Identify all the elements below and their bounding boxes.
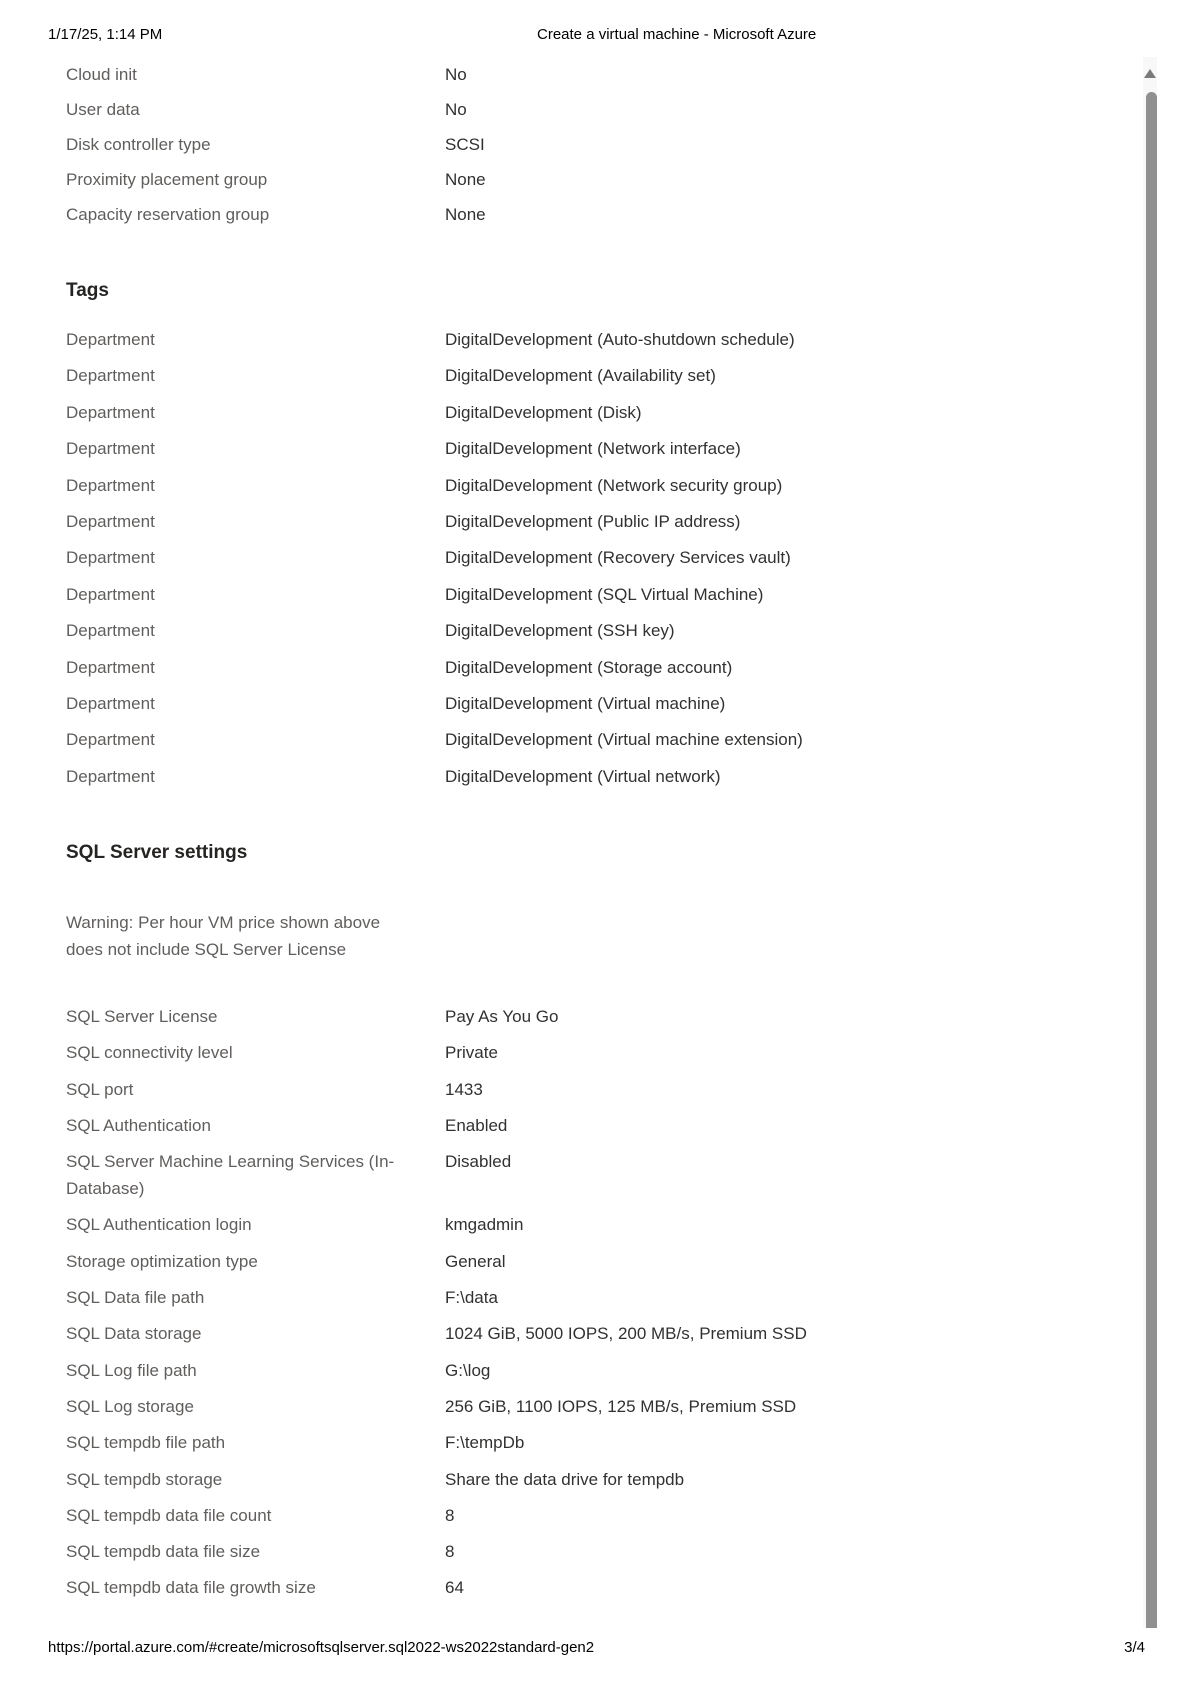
tag-row (66, 362, 1111, 398)
row-value: Pay As You Go (445, 1007, 559, 1026)
review-row (66, 96, 1111, 131)
tag-value: DigitalDevelopment (Virtual machine) (445, 693, 726, 713)
tag-row (66, 581, 1111, 617)
row-value: 1433 (445, 1079, 483, 1099)
row-label: SQL Server License (66, 1007, 218, 1026)
tag-row (66, 726, 1111, 762)
row-value: 256 GiB, 1100 IOPS, 125 MB/s, Premium SSD (445, 1396, 797, 1416)
review-row (66, 131, 1111, 166)
tag-row (66, 435, 1111, 471)
row-value: 8 (445, 1505, 455, 1525)
sql-license-warning-line2: does not include SQL Server License (66, 939, 347, 959)
tag-value: DigitalDevelopment (Virtual network) (445, 766, 721, 786)
review-row (66, 61, 1111, 96)
tag-name: Department (66, 439, 155, 459)
row-value: General (445, 1251, 506, 1271)
review-row (66, 1211, 1111, 1247)
row-label: SQL Log file path (66, 1360, 197, 1380)
tag-name: Department (66, 475, 155, 495)
tag-name: Department (66, 330, 155, 349)
row-label: SQL connectivity level (66, 1043, 233, 1063)
review-row (66, 166, 1111, 201)
sql-license-warning (66, 910, 418, 963)
row-label: SQL Log storage (66, 1396, 194, 1416)
tag-row (66, 690, 1111, 726)
row-value: SCSI (445, 135, 485, 154)
row-value: Enabled (445, 1115, 508, 1135)
page-title: Create a virtual machine - Microsoft Azure (537, 26, 817, 43)
tag-value: DigitalDevelopment (Availability set) (445, 366, 716, 386)
review-row (66, 201, 1111, 236)
row-label: SQL tempdb storage (66, 1469, 223, 1489)
row-label: SQL tempdb file path (66, 1433, 226, 1453)
row-value: None (445, 170, 486, 189)
row-value: No (445, 65, 467, 84)
tag-value: DigitalDevelopment (Network security group) (445, 475, 783, 495)
review-row (66, 1502, 1111, 1538)
general-settings-list (66, 61, 1111, 236)
review-row (66, 1320, 1111, 1356)
row-label: Proximity placement group (66, 170, 268, 189)
row-label: SQL tempdb data file growth size (66, 1578, 316, 1598)
tag-value: DigitalDevelopment (Virtual machine extension) (445, 730, 803, 750)
tag-value: DigitalDevelopment (SSH key) (445, 621, 675, 641)
review-row (66, 1148, 1111, 1211)
tag-name: Department (66, 366, 155, 386)
row-value: F:\tempDb (445, 1433, 525, 1453)
row-value: F:\data (445, 1288, 498, 1308)
row-label: Disk controller type (66, 135, 211, 154)
review-row (66, 1112, 1111, 1148)
row-label: SQL tempdb data file size (66, 1542, 261, 1562)
tag-name: Department (66, 511, 155, 531)
sql-license-warning-line1: Warning: Per hour VM price shown above (66, 913, 381, 932)
tag-row (66, 472, 1111, 508)
row-label: User data (66, 100, 140, 119)
row-value: G:\log (445, 1360, 491, 1380)
tag-name: Department (66, 657, 155, 677)
review-row (66, 1393, 1111, 1429)
tag-name: Department (66, 548, 155, 568)
scroll-up-icon[interactable] (1144, 69, 1156, 78)
tag-value: DigitalDevelopment (SQL Virtual Machine) (445, 584, 764, 604)
tag-row (66, 763, 1111, 799)
tag-value: DigitalDevelopment (Recovery Services vault) (445, 548, 791, 568)
row-label: Cloud init (66, 65, 137, 84)
review-row (66, 1003, 1111, 1039)
row-value: None (445, 205, 486, 224)
tag-row (66, 326, 1111, 362)
review-row (66, 1039, 1111, 1075)
row-label: Storage optimization type (66, 1251, 258, 1271)
tags-section-heading: Tags (66, 280, 109, 301)
review-row (66, 1429, 1111, 1465)
row-value: No (445, 100, 467, 119)
row-value: Private (445, 1043, 498, 1063)
row-value: 8 (445, 1542, 455, 1562)
tag-name: Department (66, 766, 155, 786)
tags-list (66, 326, 1111, 799)
row-label: SQL tempdb data file count (66, 1505, 272, 1525)
tag-value: DigitalDevelopment (Auto-shutdown schedule) (445, 330, 795, 349)
tag-row (66, 508, 1111, 544)
review-row (66, 1248, 1111, 1284)
tag-value: DigitalDevelopment (Network interface) (445, 439, 741, 459)
tag-row (66, 544, 1111, 580)
scrollbar-thumb[interactable] (1146, 92, 1157, 1628)
row-label: SQL Data file path (66, 1288, 205, 1308)
review-row (66, 1076, 1111, 1112)
row-label: SQL Authentication login (66, 1215, 252, 1235)
tag-row (66, 399, 1111, 435)
tag-name: Department (66, 584, 155, 604)
tag-value: DigitalDevelopment (Storage account) (445, 657, 733, 677)
row-value: 64 (445, 1578, 464, 1598)
footer-url: https://portal.azure.com/#create/microsoftsqlserver.sql2022-ws2022standard-gen2 (48, 1639, 595, 1656)
row-label: Capacity reservation group (66, 205, 270, 224)
review-row (66, 1574, 1111, 1610)
tag-name: Department (66, 693, 155, 713)
review-row (66, 1284, 1111, 1320)
tag-name: Department (66, 621, 155, 641)
row-label: SQL Server Machine Learning Services (In-Database) (66, 1152, 395, 1199)
print-datetime: 1/17/25, 1:14 PM (48, 26, 163, 43)
sql-settings-section-heading: SQL Server settings (66, 842, 248, 863)
row-label: SQL Data storage (66, 1324, 202, 1344)
review-row (66, 1357, 1111, 1393)
row-value: kmgadmin (445, 1215, 524, 1235)
review-row (66, 1538, 1111, 1574)
row-value: Disabled (445, 1152, 512, 1172)
row-label: SQL port (66, 1079, 134, 1099)
tag-row (66, 617, 1111, 653)
tag-value: DigitalDevelopment (Disk) (445, 402, 642, 422)
tag-name: Department (66, 402, 155, 422)
sql-settings-list (66, 1003, 1111, 1611)
tag-name: Department (66, 730, 155, 750)
review-row (66, 1466, 1111, 1502)
tag-value: DigitalDevelopment (Public IP address) (445, 511, 741, 531)
row-label: SQL Authentication (66, 1115, 211, 1135)
row-value: Share the data drive for tempdb (445, 1469, 685, 1489)
row-value: 1024 GiB, 5000 IOPS, 200 MB/s, Premium SSD (445, 1324, 807, 1344)
page-indicator: 3/4 (1124, 1639, 1145, 1656)
tag-row (66, 654, 1111, 690)
